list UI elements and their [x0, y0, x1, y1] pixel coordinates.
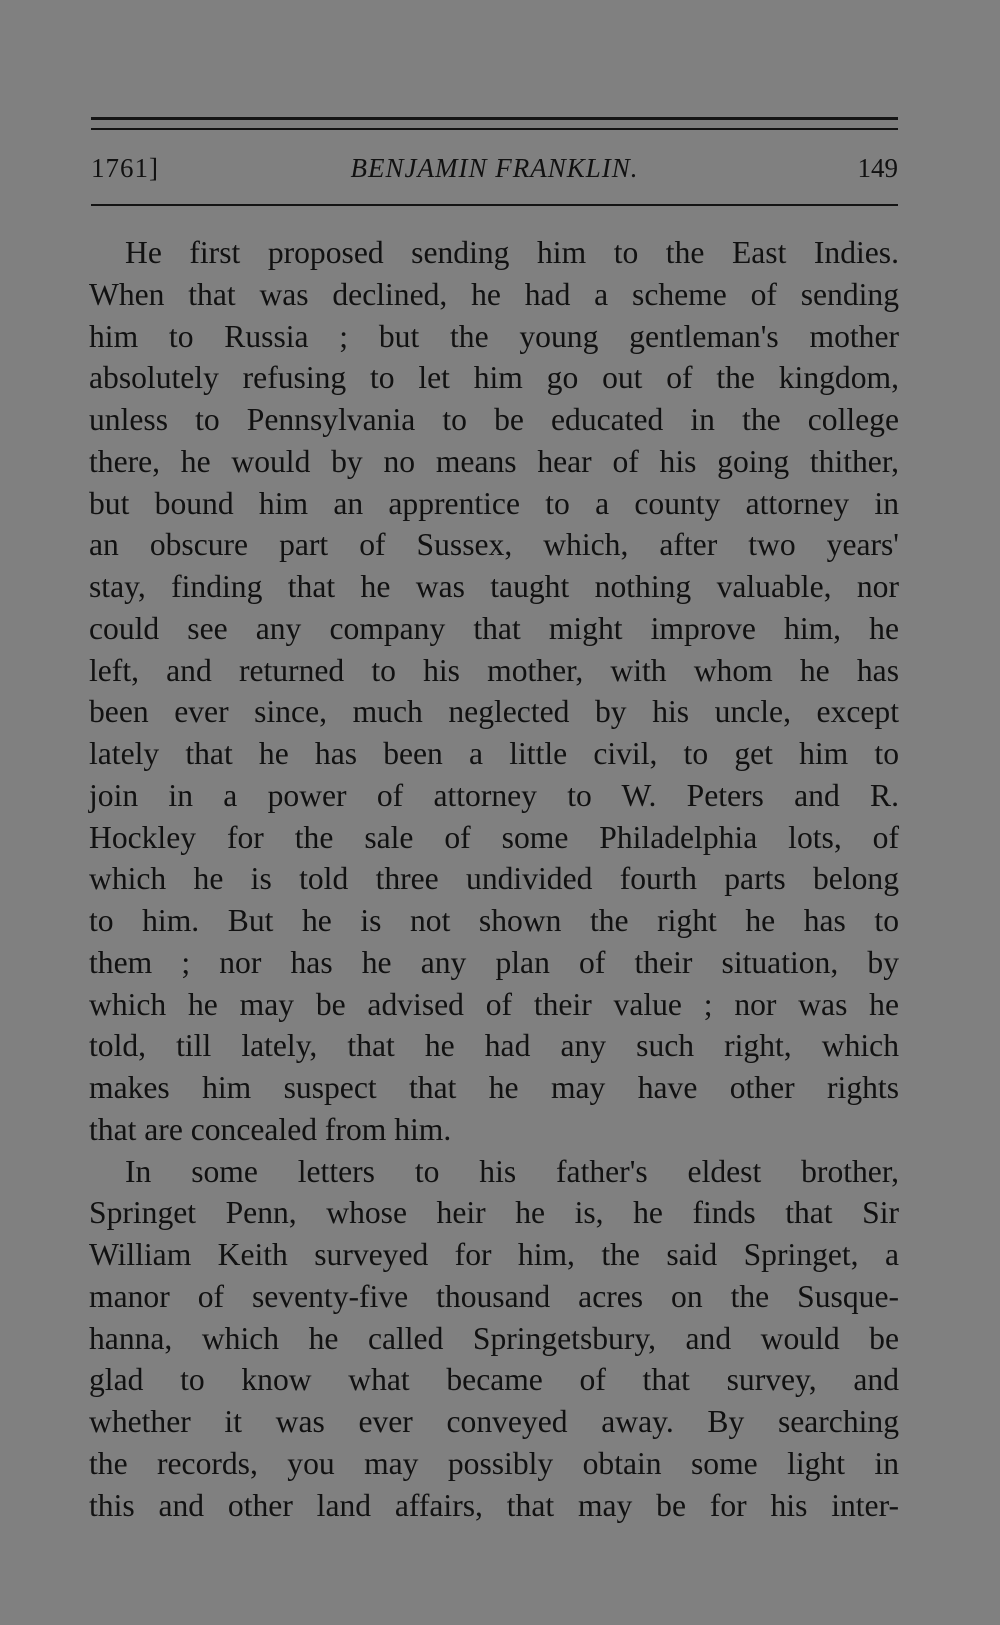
text-line: In some letters to his father's eldest brother,	[125, 1153, 899, 1189]
text-line: which he may be advised of their value ; nor was he	[89, 986, 899, 1022]
header-year: 1761]	[91, 153, 159, 183]
text-line: He first proposed sending him to the East Indies.	[125, 235, 899, 270]
body-text	[89, 232, 899, 1526]
text-line: been ever since, much neglected by his uncle, except	[89, 694, 899, 730]
text-line: glad to know what became of that survey, and	[89, 1362, 899, 1398]
text-line: Hockley for the sale of some Philadelphia lots, of	[89, 819, 899, 855]
page-number: 149	[857, 153, 898, 183]
text-line: join in a power of attorney to W. Peters and R.	[89, 777, 899, 813]
text-line: but bound him an apprentice to a county attorney in	[89, 485, 899, 521]
text-line: makes him suspect that he may have other rights	[89, 1070, 899, 1105]
text-line: lately that he has been a little civil, to get him to	[89, 736, 899, 771]
text-line: there, he would by no means hear of his going thither,	[89, 443, 899, 479]
text-line: could see any company that might improve him, he	[89, 610, 899, 646]
text-line: an obscure part of Sussex, which, after two years'	[89, 527, 899, 563]
text-line: whether it was ever conveyed away. By searching	[89, 1404, 899, 1439]
header-title: BENJAMIN FRANKLIN.	[350, 153, 639, 183]
text-line: them ; nor has he any plan of their situation, by	[89, 944, 899, 980]
text-line: hanna, which he called Springetsbury, and would be	[89, 1320, 899, 1356]
text-line: stay, finding that he was taught nothing valuable, nor	[89, 569, 899, 604]
text-line: William Keith surveyed for him, the said Springet, a	[89, 1237, 899, 1272]
text-line: absolutely refusing to let him go out of the kingdom,	[89, 360, 899, 396]
text-line: the records, you may possibly obtain some light in	[89, 1445, 899, 1481]
text-line: left, and returned to his mother, with whom he has	[89, 652, 899, 688]
text-line: Springet Penn, whose heir he is, he finds that Sir	[89, 1195, 899, 1231]
text-line: to him. But he is not shown the right he has to	[89, 903, 899, 938]
text-line: this and other land affairs, that may be for his inter-	[89, 1487, 899, 1523]
text-line: unless to Pennsylvania to be educated in the college	[89, 402, 899, 437]
header-rule	[91, 204, 898, 206]
text-line: that are concealed from him.	[89, 1111, 452, 1147]
header-double-rule-upper	[91, 117, 898, 120]
running-header	[91, 150, 898, 186]
text-line: manor of seventy-five thousand acres on the Susque-	[89, 1278, 899, 1314]
text-line: told, till lately, that he had any such right, which	[89, 1028, 899, 1064]
header-double-rule-lower	[91, 128, 898, 130]
text-line: When that was declined, he had a scheme of sending	[89, 276, 899, 312]
text-line: which he is told three undivided fourth parts belong	[89, 861, 899, 897]
text-line: him to Russia ; but the young gentleman's mother	[89, 318, 899, 354]
